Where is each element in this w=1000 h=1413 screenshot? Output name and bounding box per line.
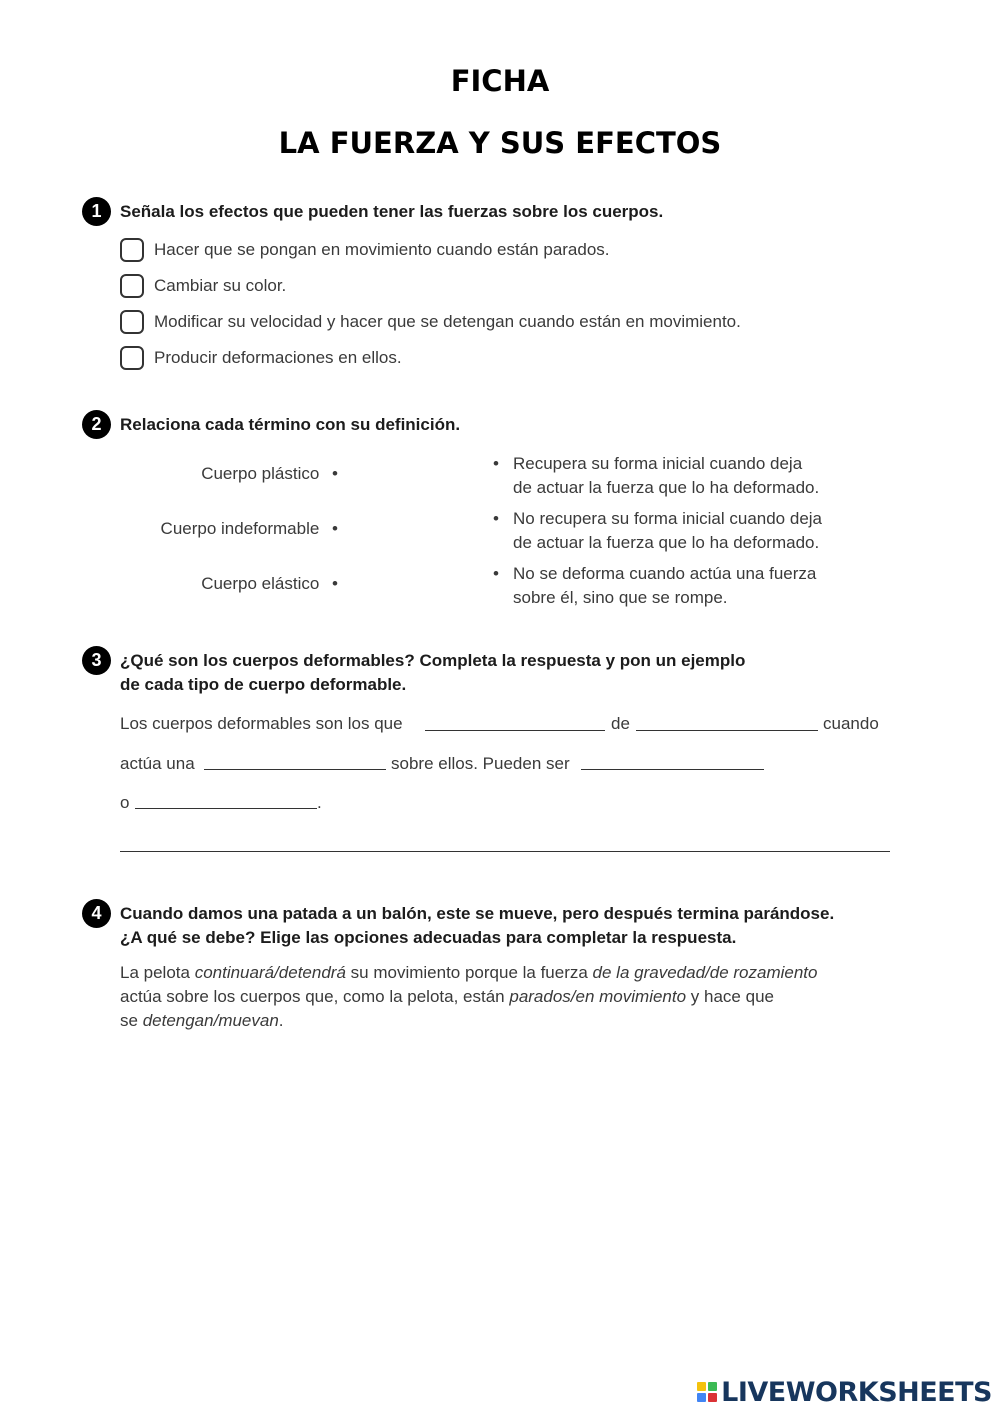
term-label: Cuerpo elástico bbox=[201, 574, 320, 593]
match-dot[interactable]: • bbox=[493, 509, 499, 528]
definition-line: No se deforma cuando actúa una fuerza bbox=[513, 564, 817, 583]
q3-text: . bbox=[317, 793, 322, 812]
q1-checkbox-1[interactable] bbox=[120, 238, 144, 262]
q1-option-1 bbox=[120, 236, 610, 264]
q1-option-label: Cambiar su color. bbox=[154, 276, 287, 295]
definition-line: de actuar la fuerza que lo ha deformado. bbox=[513, 533, 820, 552]
q4-paragraph-line-2 bbox=[120, 985, 774, 1009]
q2-term-3[interactable] bbox=[201, 574, 338, 594]
question-4-prompt-line-1: Cuando damos una patada a un balón, este se mueve, pero después termina parándose. bbox=[120, 904, 835, 923]
worksheet-subtitle: LA FUERZA Y SUS EFECTOS bbox=[278, 126, 722, 160]
q3-text: de bbox=[611, 714, 630, 733]
question-4-prompt-line-2: ¿A qué se debe? Elige las opciones adecuadas para completar la respuesta. bbox=[120, 928, 737, 947]
q4-text: La pelota bbox=[120, 963, 195, 982]
definition-line: de actuar la fuerza que lo ha deformado. bbox=[513, 478, 820, 497]
q4-text: actúa sobre los cuerpos que, como la pelota, están bbox=[120, 987, 510, 1006]
q4-option-4[interactable]: detengan/muevan bbox=[142, 1011, 279, 1030]
q3-answer-line[interactable] bbox=[120, 851, 890, 852]
q4-option-3[interactable]: parados/en movimiento bbox=[509, 987, 687, 1006]
q3-text: Los cuerpos deformables son los que bbox=[120, 714, 403, 733]
logo-text: LIVEWORKSHEETS bbox=[721, 1376, 992, 1408]
q4-option-1[interactable]: continuará/detendrá bbox=[194, 963, 346, 982]
logo-square bbox=[697, 1393, 706, 1402]
q1-checkbox-3[interactable] bbox=[120, 310, 144, 334]
definition-line: sobre él, sino que se rompe. bbox=[513, 588, 728, 607]
q3-text: sobre ellos. Pueden ser bbox=[391, 754, 570, 773]
q3-text: o bbox=[120, 793, 130, 812]
question-2-prompt: Relaciona cada término con su definición. bbox=[120, 415, 461, 434]
q3-blank-2[interactable] bbox=[636, 730, 818, 731]
definition-line: No recupera su forma inicial cuando deja bbox=[513, 509, 823, 528]
q4-text: y hace que bbox=[686, 987, 774, 1006]
q4-text: se bbox=[120, 1011, 143, 1030]
q2-definition-3[interactable] bbox=[493, 562, 816, 610]
match-dot[interactable]: • bbox=[493, 564, 499, 583]
logo-square bbox=[708, 1393, 717, 1402]
question-number-2: 2 bbox=[82, 410, 111, 439]
q4-paragraph-line-3 bbox=[120, 1009, 284, 1033]
match-dot[interactable]: • bbox=[332, 519, 338, 538]
match-dot[interactable]: • bbox=[332, 574, 338, 593]
q3-blank-4[interactable] bbox=[581, 769, 764, 770]
q1-checkbox-4[interactable] bbox=[120, 346, 144, 370]
q2-term-1[interactable] bbox=[201, 464, 338, 484]
term-label: Cuerpo plástico bbox=[201, 464, 320, 483]
q2-definition-1[interactable] bbox=[493, 452, 819, 500]
q4-option-2[interactable]: de la gravedad/de rozamiento bbox=[592, 963, 818, 982]
liveworksheets-logo[interactable] bbox=[697, 1378, 992, 1406]
q1-option-2 bbox=[120, 272, 286, 300]
question-3-prompt-line-1: ¿Qué son los cuerpos deformables? Completa la respuesta y pon un ejemplo bbox=[120, 651, 746, 670]
term-label: Cuerpo indeformable bbox=[160, 519, 320, 538]
logo-mark-icon bbox=[697, 1382, 717, 1402]
match-dot[interactable]: • bbox=[332, 464, 338, 483]
q4-text: su movimiento porque la fuerza bbox=[345, 963, 593, 982]
q3-blank-5[interactable] bbox=[135, 808, 317, 809]
logo-square bbox=[697, 1382, 706, 1391]
question-1-prompt: Señala los efectos que pueden tener las fuerzas sobre los cuerpos. bbox=[120, 202, 664, 221]
q1-option-label: Producir deformaciones en ellos. bbox=[154, 348, 402, 367]
q1-option-4 bbox=[120, 344, 402, 372]
q4-paragraph-line-1 bbox=[120, 961, 817, 985]
question-number-1: 1 bbox=[82, 197, 111, 226]
logo-square bbox=[708, 1382, 717, 1391]
q2-definition-2[interactable] bbox=[493, 507, 822, 555]
q4-text: . bbox=[278, 1011, 284, 1030]
q1-checkbox-2[interactable] bbox=[120, 274, 144, 298]
q1-option-3 bbox=[120, 308, 741, 336]
worksheet-title: FICHA bbox=[450, 64, 550, 98]
question-3-prompt-line-2: de cada tipo de cuerpo deformable. bbox=[120, 675, 407, 694]
question-number-4: 4 bbox=[82, 899, 111, 928]
q2-term-2[interactable] bbox=[161, 519, 338, 539]
match-dot[interactable]: • bbox=[493, 454, 499, 473]
q1-option-label: Hacer que se pongan en movimiento cuando están parados. bbox=[154, 240, 610, 259]
definition-line: Recupera su forma inicial cuando deja bbox=[513, 454, 803, 473]
q3-blank-1[interactable] bbox=[425, 730, 605, 731]
q1-option-label: Modificar su velocidad y hacer que se detengan cuando están en movimiento. bbox=[154, 312, 741, 331]
question-number-3: 3 bbox=[82, 646, 111, 675]
q3-blank-3[interactable] bbox=[204, 769, 386, 770]
q3-text: cuando bbox=[823, 714, 879, 733]
q3-text: actúa una bbox=[120, 754, 195, 773]
